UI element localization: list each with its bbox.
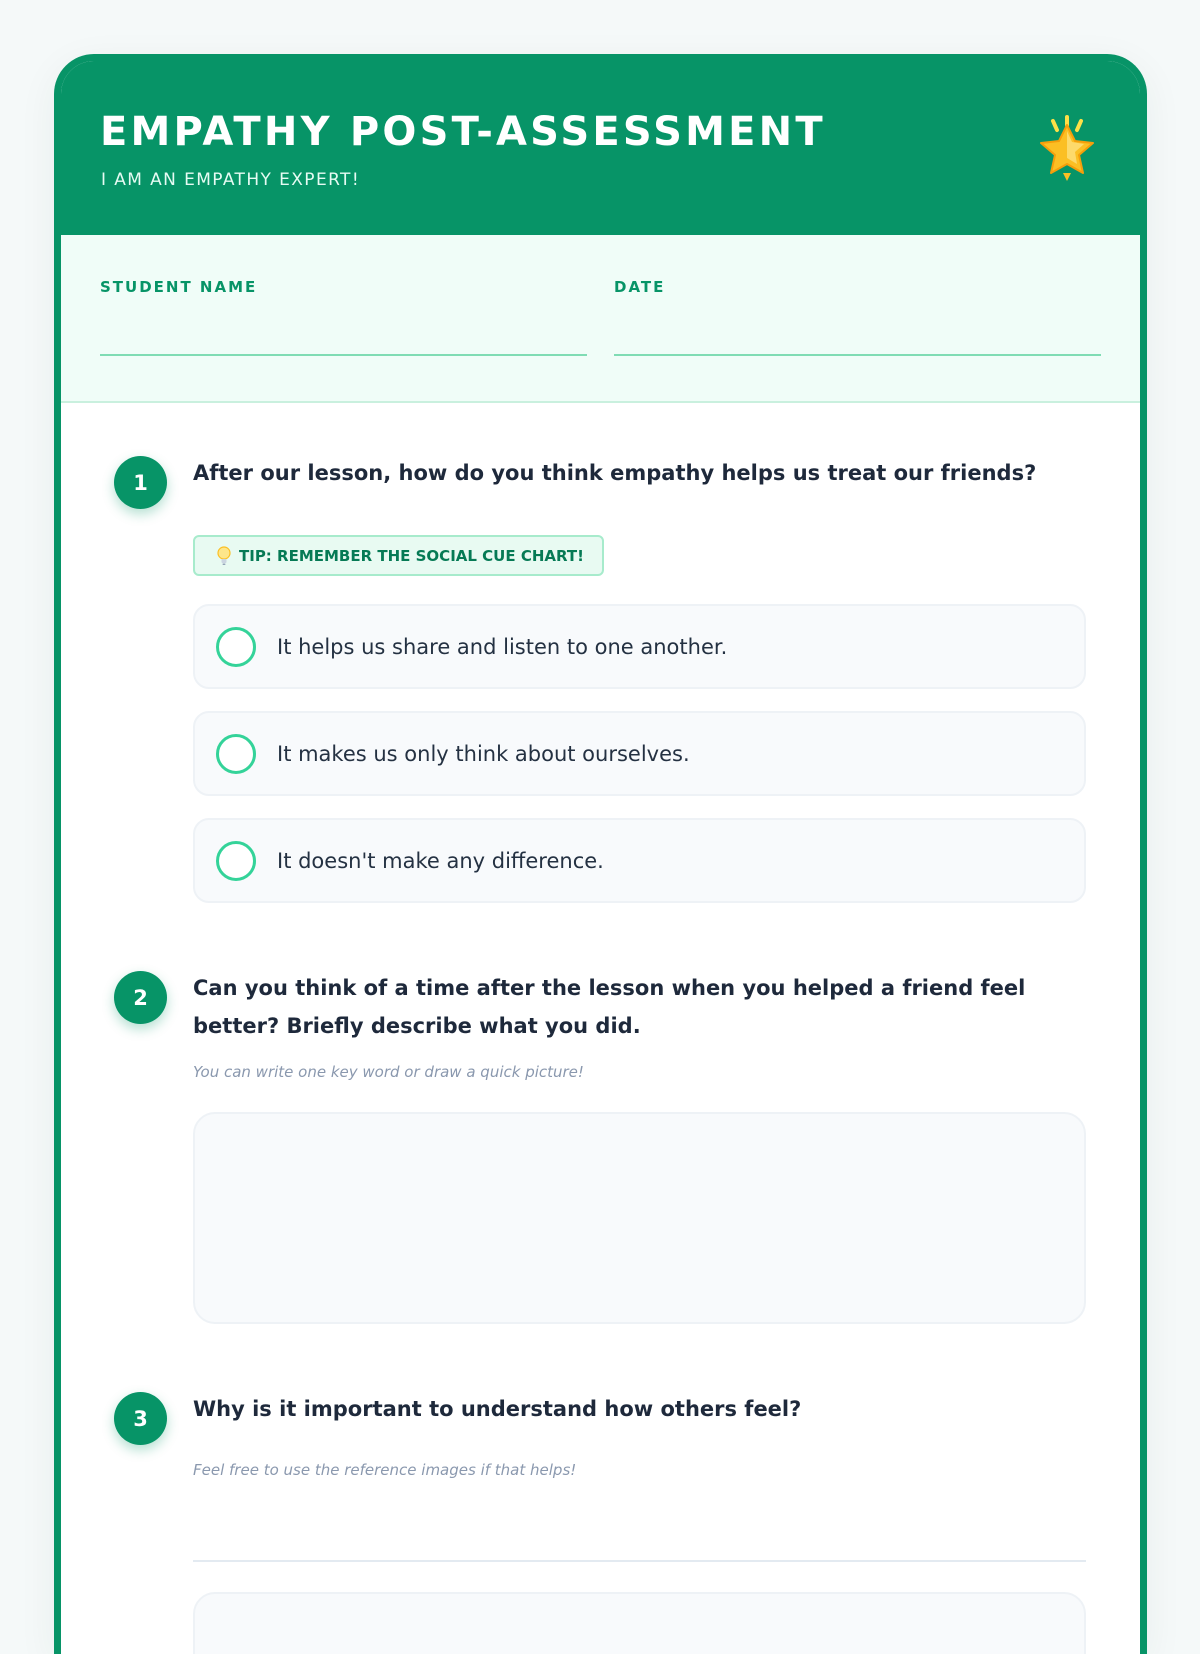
radio-button[interactable] xyxy=(216,841,256,881)
lightbulb-icon xyxy=(217,546,231,566)
answer-text-area[interactable] xyxy=(193,1592,1086,1654)
assessment-card xyxy=(54,54,1147,1654)
question-hint: Feel free to use the reference images if that helps! xyxy=(193,1461,577,1479)
answer-option-3[interactable] xyxy=(193,818,1086,903)
question-number-badge: 2 xyxy=(114,971,167,1024)
answer-text-area[interactable] xyxy=(193,1112,1086,1324)
date-label: DATE xyxy=(614,278,666,296)
tip-text: TIP: REMEMBER THE SOCIAL CUE CHART! xyxy=(239,546,584,565)
student-info-section xyxy=(61,235,1140,403)
option-label: It makes us only think about ourselves. xyxy=(277,741,690,766)
assessment-header xyxy=(61,61,1140,235)
student-name-label: STUDENT NAME xyxy=(100,278,258,296)
question-text: After our lesson, how do you think empathy helps us treat our friends? xyxy=(193,461,1037,485)
question-text: Why is it important to understand how others feel? xyxy=(193,1397,802,1421)
radio-button[interactable] xyxy=(216,627,256,667)
answer-option-2[interactable] xyxy=(193,711,1086,796)
question-number-badge: 1 xyxy=(114,456,167,509)
star-icon xyxy=(1031,111,1103,183)
answer-writing-line[interactable] xyxy=(193,1560,1086,1562)
option-label: It helps us share and listen to one another. xyxy=(277,634,728,659)
question-text: Can you think of a time after the lesson when you helped a friend feel better? Briefly describe what you did. xyxy=(193,976,1026,1038)
page-title: EMPATHY POST-ASSESSMENT xyxy=(100,109,826,155)
radio-button[interactable] xyxy=(216,734,256,774)
tip-badge xyxy=(193,535,604,576)
question-hint: You can write one key word or draw a quick picture! xyxy=(193,1063,584,1081)
date-field[interactable] xyxy=(614,354,1101,356)
answer-option-1[interactable] xyxy=(193,604,1086,689)
option-label: It doesn't make any difference. xyxy=(277,848,604,873)
page-subtitle: I AM AN EMPATHY EXPERT! xyxy=(101,170,361,190)
student-name-field[interactable] xyxy=(100,354,587,356)
question-number-badge: 3 xyxy=(114,1392,167,1445)
